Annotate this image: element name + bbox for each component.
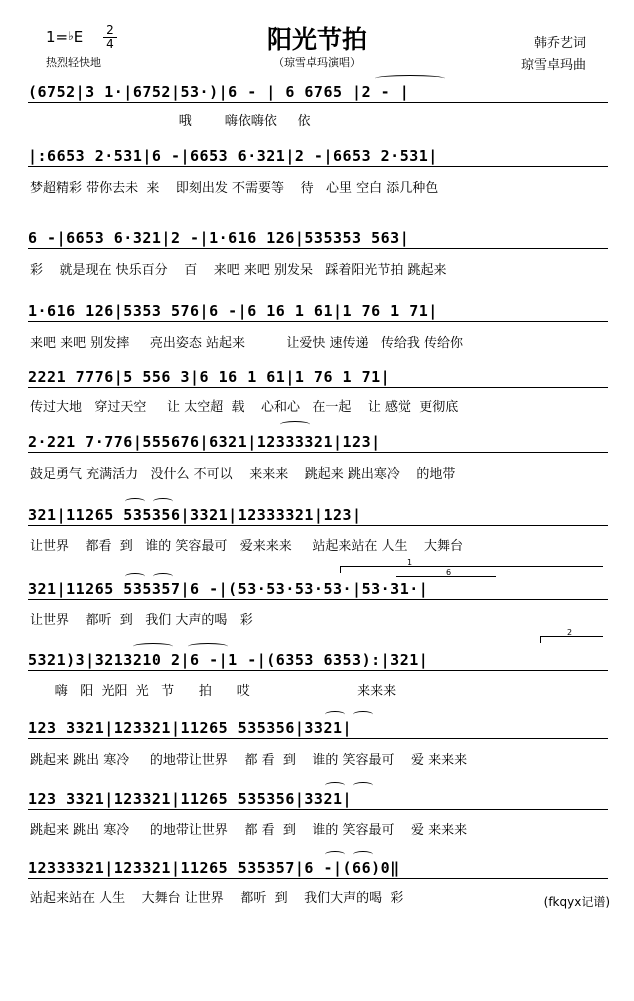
song-title: 阳光节拍 (266, 25, 367, 54)
key-signature: 1=♭E (46, 28, 84, 46)
tie-arc (125, 573, 145, 580)
tie-arc (153, 573, 173, 580)
lyrics-row-7: 让世界 都看 到 谁的 笑容最可 爱来来来 站起来站在 人生 大舞台 (30, 539, 464, 554)
tempo-marking: 热烈轻快地 (46, 56, 101, 69)
notation-row-11: 123 3321|123321|11265 535356|3321| (28, 790, 608, 810)
lyrics-row-10: 跳起来 跳出 寒冷 的地带让世界 都 看 到 谁的 笑容最可 爱 来来来 (30, 753, 468, 768)
composer-credit: 琼雪卓玛曲 (520, 58, 586, 73)
tie-arc (133, 643, 173, 650)
lyrics-row-6: 鼓足勇气 充满活力 没什么 不可以 来来来 跳起来 跳出寒冷 的地带 (30, 467, 456, 482)
tie-arc (325, 782, 345, 789)
notation-row-1: (6752|3 1·|6752|53·)|6 - | 6 6765 |2 - | (28, 83, 608, 103)
notation-row-3: 6 -|6653 6·321|2 -|1·616 126|535353 563| (28, 229, 608, 249)
notation-row-12: 12333321|123321|11265 535357|6 -|(66)0‖ (28, 859, 608, 879)
tie-arc (375, 75, 445, 82)
notation-row-6: 2·221 7·776|555676|6321|12333321|123| (28, 433, 608, 453)
lyrics-row-1: 哦 嗨依嗨依 依 (30, 114, 311, 129)
transcriber-credit: (fkqyx记谱) (543, 895, 610, 909)
lyrics-row-2: 梦超精彩 带你去未 来 即刻出发 不需要等 待 心里 空白 添几种色 (30, 181, 439, 196)
notation-row-9: 5321)3|3213210 2|6 -|1 -|(6353 6353):|321| (28, 651, 608, 671)
tuplet-bracket: 6 (396, 576, 496, 583)
volta-bracket-1: 1 (340, 566, 603, 573)
tie-arc (125, 498, 145, 505)
notation-row-4: 1·616 126|5353 576|6 -|6 16 1 61|1 76 1 71| (28, 302, 608, 322)
tie-arc (280, 421, 310, 428)
lyrics-row-11: 跳起来 跳出 寒冷 的地带让世界 都 看 到 谁的 笑容最可 爱 来来来 (30, 823, 468, 838)
tie-arc (353, 711, 373, 718)
meter-denominator: 4 (106, 37, 114, 51)
meter-numerator: 2 (103, 24, 117, 38)
tie-arc (188, 643, 228, 650)
tie-arc (353, 851, 373, 858)
lyrics-row-12: 站起来站在 人生 大舞台 让世界 都听 到 我们大声的喝 彩 (30, 891, 404, 906)
notation-row-8: 321|11265 535357|6 -|(53·53·53·53·|53·31·| (28, 580, 608, 600)
notation-row-2: |:6653 2·531|6 -|6653 6·321|2 -|6653 2·531| (28, 147, 608, 167)
lyricist-credit: 韩乔艺词 (533, 36, 586, 51)
tie-arc (153, 498, 173, 505)
volta-bracket-2: 2 (540, 636, 603, 643)
tie-arc (325, 851, 345, 858)
notation-row-5: 2221 7776|5 556 3|6 16 1 61|1 76 1 71| (28, 368, 608, 388)
lyrics-row-5: 传过大地 穿过天空 让 太空超 载 心和心 在一起 让 感觉 更彻底 (30, 400, 459, 415)
notation-row-10: 123 3321|123321|11265 535356|3321| (28, 719, 608, 739)
flat-symbol: ♭ (68, 29, 74, 43)
lyrics-row-4: 来吧 来吧 别发摔 亮出姿态 站起来 让爱快 速传递 传给我 传给你 (30, 336, 464, 351)
notation-row-7: 321|11265 535356|3321|12333321|123| (28, 506, 608, 526)
lyrics-row-9: 嗨 阳 光阳 光 节 拍 哎 来来来 (30, 684, 397, 699)
lyrics-row-8: 让世界 都听 到 我们 大声的喝 彩 (30, 613, 253, 628)
tie-arc (325, 711, 345, 718)
tie-arc (353, 782, 373, 789)
lyrics-row-3: 彩 就是现在 快乐百分 百 来吧 来吧 别发呆 踩着阳光节拍 跳起来 (30, 263, 447, 278)
singer-credit: （琼雪卓玛演唱） (273, 56, 361, 69)
